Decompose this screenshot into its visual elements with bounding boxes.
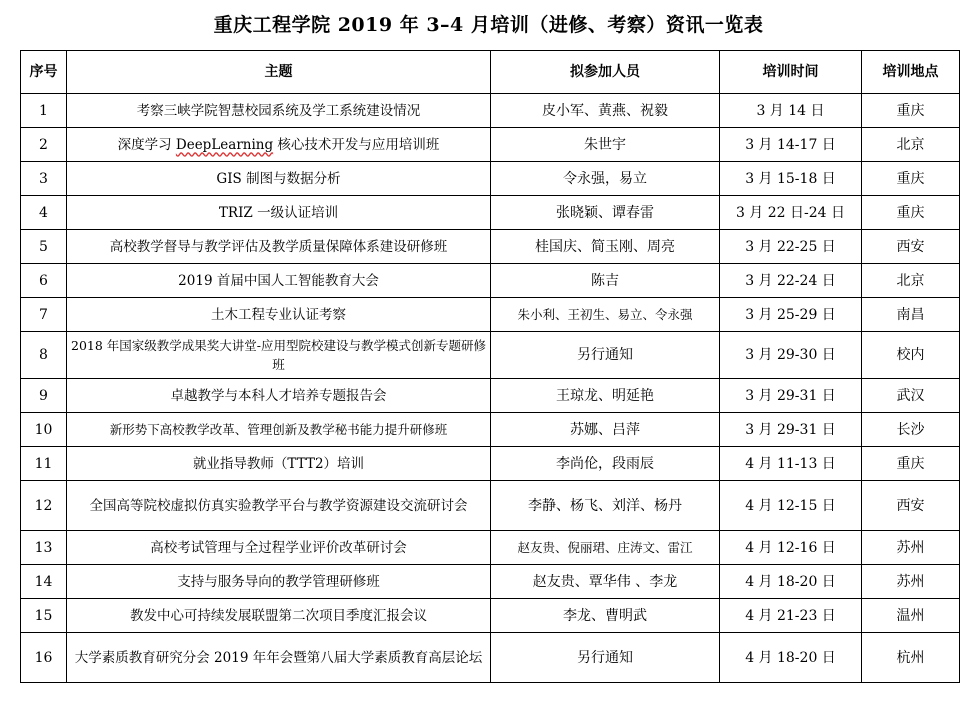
cell-topic: 全国高等院校虚拟仿真实验教学平台与教学资源建设交流研讨会 <box>67 481 491 531</box>
cell-no: 12 <box>21 481 67 531</box>
cell-people: 朱小利、王初生、易立、令永强 <box>491 298 720 332</box>
cell-place: 南昌 <box>862 298 960 332</box>
cell-topic <box>67 128 491 162</box>
cell-time: 3 月 29-30 日 <box>720 332 862 379</box>
spellcheck-marked-word: DeepLearning <box>175 136 274 153</box>
cell-people: 赵友贵、倪丽珺、庄涛文、雷江 <box>491 531 720 565</box>
cell-topic: 2018 年国家级教学成果奖大讲堂-应用型院校建设与教学模式创新专题研修班 <box>67 332 491 379</box>
cell-place: 北京 <box>862 128 960 162</box>
cell-no: 16 <box>21 633 67 683</box>
cell-topic: 高校考试管理与全过程学业评价改革研讨会 <box>67 531 491 565</box>
cell-no: 7 <box>21 298 67 332</box>
cell-time: 4 月 12-15 日 <box>720 481 862 531</box>
cell-topic: TRIZ 一级认证培训 <box>67 196 491 230</box>
cell-people: 桂国庆、简玉刚、周亮 <box>491 230 720 264</box>
cell-no: 9 <box>21 379 67 413</box>
cell-time: 3 月 22-24 日 <box>720 264 862 298</box>
cell-no: 5 <box>21 230 67 264</box>
cell-no: 3 <box>21 162 67 196</box>
table-row <box>21 128 960 162</box>
cell-time: 3 月 29-31 日 <box>720 413 862 447</box>
cell-people: 张晓颖、谭春雷 <box>491 196 720 230</box>
cell-place: 重庆 <box>862 94 960 128</box>
table-row <box>21 413 960 447</box>
cell-topic: GIS 制图与数据分析 <box>67 162 491 196</box>
cell-no: 1 <box>21 94 67 128</box>
cell-people: 赵友贵、覃华伟 、李龙 <box>491 565 720 599</box>
cell-topic: 土木工程专业认证考察 <box>67 298 491 332</box>
cell-time: 4 月 11-13 日 <box>720 447 862 481</box>
cell-place: 长沙 <box>862 413 960 447</box>
cell-topic: 考察三峡学院智慧校园系统及学工系统建设情况 <box>67 94 491 128</box>
cell-no: 14 <box>21 565 67 599</box>
cell-no: 2 <box>21 128 67 162</box>
header-topic: 主题 <box>67 51 491 94</box>
cell-time: 4 月 18-20 日 <box>720 565 862 599</box>
cell-people: 王琼龙、明延艳 <box>491 379 720 413</box>
cell-place: 校内 <box>862 332 960 379</box>
table-row <box>21 565 960 599</box>
cell-no: 6 <box>21 264 67 298</box>
cell-time: 3 月 22-25 日 <box>720 230 862 264</box>
cell-no: 8 <box>21 332 67 379</box>
cell-topic: 新形势下高校教学改革、管理创新及教学秘书能力提升研修班 <box>67 413 491 447</box>
table-row <box>21 196 960 230</box>
cell-topic: 2019 首届中国人工智能教育大会 <box>67 264 491 298</box>
topic-text-pre: 深度学习 <box>117 136 176 153</box>
cell-time: 4 月 12-16 日 <box>720 531 862 565</box>
table-row <box>21 332 960 379</box>
cell-place: 苏州 <box>862 531 960 565</box>
cell-place: 西安 <box>862 230 960 264</box>
cell-people: 另行通知 <box>491 332 720 379</box>
table-row <box>21 298 960 332</box>
cell-people: 另行通知 <box>491 633 720 683</box>
cell-place: 杭州 <box>862 633 960 683</box>
cell-topic: 教发中心可持续发展联盟第二次项目季度汇报会议 <box>67 599 491 633</box>
cell-place: 重庆 <box>862 196 960 230</box>
cell-people: 苏娜、吕萍 <box>491 413 720 447</box>
cell-time: 4 月 18-20 日 <box>720 633 862 683</box>
table-row <box>21 633 960 683</box>
cell-time: 3 月 25-29 日 <box>720 298 862 332</box>
cell-place: 温州 <box>862 599 960 633</box>
cell-place: 北京 <box>862 264 960 298</box>
cell-topic: 大学素质教育研究分会 2019 年年会暨第八届大学素质教育高层论坛 <box>67 633 491 683</box>
topic-text-post: 核心技术开发与应用培训班 <box>273 136 440 153</box>
cell-people: 李尚伦，段雨辰 <box>491 447 720 481</box>
cell-place: 西安 <box>862 481 960 531</box>
cell-no: 11 <box>21 447 67 481</box>
cell-no: 10 <box>21 413 67 447</box>
cell-no: 4 <box>21 196 67 230</box>
cell-topic: 就业指导教师（TTT2）培训 <box>67 447 491 481</box>
cell-people: 令永强，易立 <box>491 162 720 196</box>
table-row <box>21 162 960 196</box>
cell-place: 武汉 <box>862 379 960 413</box>
cell-people: 李龙、曹明武 <box>491 599 720 633</box>
training-table <box>20 50 960 683</box>
cell-time: 3 月 15-18 日 <box>720 162 862 196</box>
table-row <box>21 264 960 298</box>
cell-topic: 卓越教学与本科人才培养专题报告会 <box>67 379 491 413</box>
header-people: 拟参加人员 <box>491 51 720 94</box>
cell-no: 13 <box>21 531 67 565</box>
cell-people: 朱世宇 <box>491 128 720 162</box>
table-header-row <box>21 51 960 94</box>
cell-place: 重庆 <box>862 447 960 481</box>
header-no: 序号 <box>21 51 67 94</box>
cell-people: 皮小军、黄燕、祝毅 <box>491 94 720 128</box>
cell-topic: 高校教学督导与教学评估及教学质量保障体系建设研修班 <box>67 230 491 264</box>
table-row <box>21 94 960 128</box>
cell-place: 重庆 <box>862 162 960 196</box>
table-row <box>21 481 960 531</box>
table-row <box>21 447 960 481</box>
cell-time: 4 月 21-23 日 <box>720 599 862 633</box>
cell-no: 15 <box>21 599 67 633</box>
header-time: 培训时间 <box>720 51 862 94</box>
cell-place: 苏州 <box>862 565 960 599</box>
cell-people: 陈吉 <box>491 264 720 298</box>
cell-time: 3 月 22 日-24 日 <box>720 196 862 230</box>
header-place: 培训地点 <box>862 51 960 94</box>
cell-topic: 支持与服务导向的教学管理研修班 <box>67 565 491 599</box>
cell-people: 李静、杨飞、刘洋、杨丹 <box>491 481 720 531</box>
table-row <box>21 230 960 264</box>
table-row <box>21 531 960 565</box>
page-title: 重庆工程学院 2019 年 3–4 月培训（进修、考察）资讯一览表 <box>213 14 764 36</box>
cell-time: 3 月 29-31 日 <box>720 379 862 413</box>
cell-time: 3 月 14 日 <box>720 94 862 128</box>
table-row <box>21 599 960 633</box>
table-row <box>21 379 960 413</box>
cell-time: 3 月 14-17 日 <box>720 128 862 162</box>
